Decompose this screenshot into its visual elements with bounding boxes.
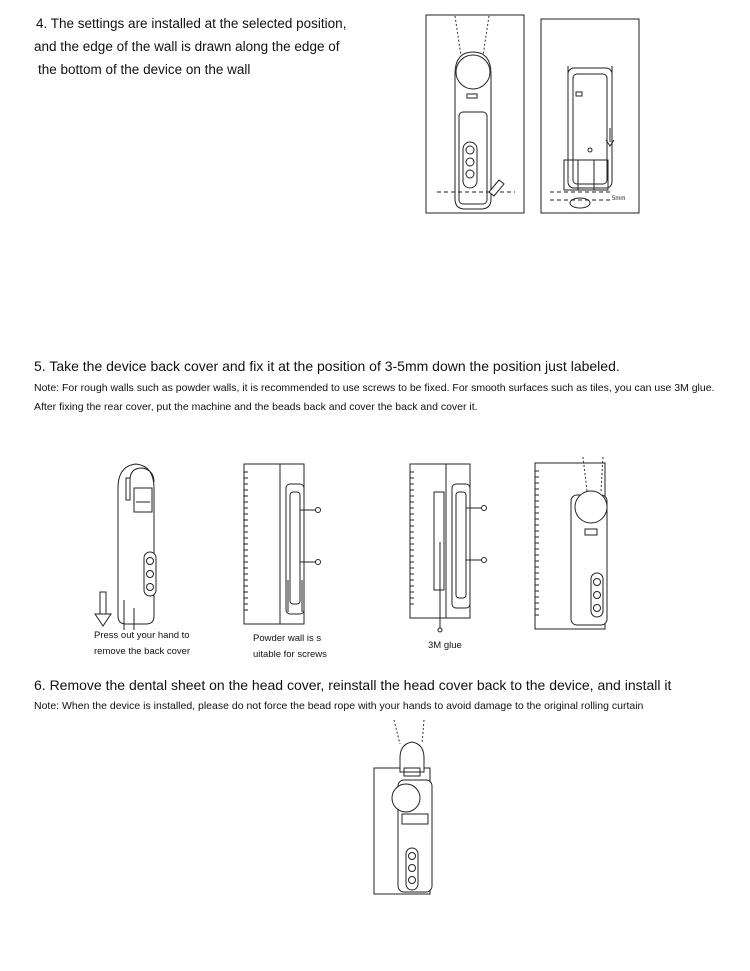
- step5-title: 5. Take the device back cover and fix it at the position of 3-5mm down the position just labeled.: [34, 358, 620, 374]
- caption-fig1: [94, 628, 190, 660]
- step6-note: Note: When the device is installed, please do not force the bead rope with your hands to avoid damage to the original rolling curtain: [34, 700, 644, 712]
- caption-fig1-line-2: remove the back cover: [94, 646, 191, 657]
- caption-fig2: [253, 631, 327, 663]
- bead-chain: [583, 457, 603, 491]
- step4-text: [34, 12, 364, 81]
- step5-note-line-2: After fixing the rear cover, put the machine and the beads back and cover the back and cover it.: [34, 401, 478, 413]
- step4-figure-device-marking: [425, 14, 525, 214]
- dimension-label: 5mm: [612, 196, 626, 202]
- step6-title: 6. Remove the dental sheet on the head cover, reinstall the head cover back to the device, and install it: [34, 677, 672, 693]
- bead-chain: [394, 720, 424, 744]
- step6-figure-final-install: [372, 718, 452, 900]
- caption-fig2-line-1: Powder wall is s: [253, 633, 322, 644]
- step4-line-3: the bottom of the device on the wall: [38, 62, 251, 77]
- step4-line-1: 4. The settings are installed at the selected position,: [36, 16, 347, 31]
- step5-figure-installed: [535, 455, 625, 633]
- step4-line-2: and the edge of the wall is drawn along the edge of: [34, 39, 340, 54]
- caption-fig3: 3M glue: [428, 640, 462, 651]
- step5-note: [34, 379, 714, 417]
- caption-fig2-line-2: uitable for screws: [253, 649, 327, 660]
- wall-hatch: [244, 464, 280, 624]
- caption-fig1-line-1: Press out your hand to: [94, 630, 190, 641]
- step5-note-line-1: Note: For rough walls such as powder walls, it is recommended to use screws to be fixed. For smooth surfaces such as tiles, you can use 3M glue.: [34, 382, 715, 394]
- step4-figure-back-cover: [540, 18, 640, 214]
- step5-figure-remove-cover: [90, 458, 180, 633]
- bead-chain: [455, 16, 489, 56]
- step5-figure-3m-glue: [410, 462, 500, 640]
- step5-figure-screws: [244, 462, 334, 632]
- arrow-down-icon: [95, 592, 111, 626]
